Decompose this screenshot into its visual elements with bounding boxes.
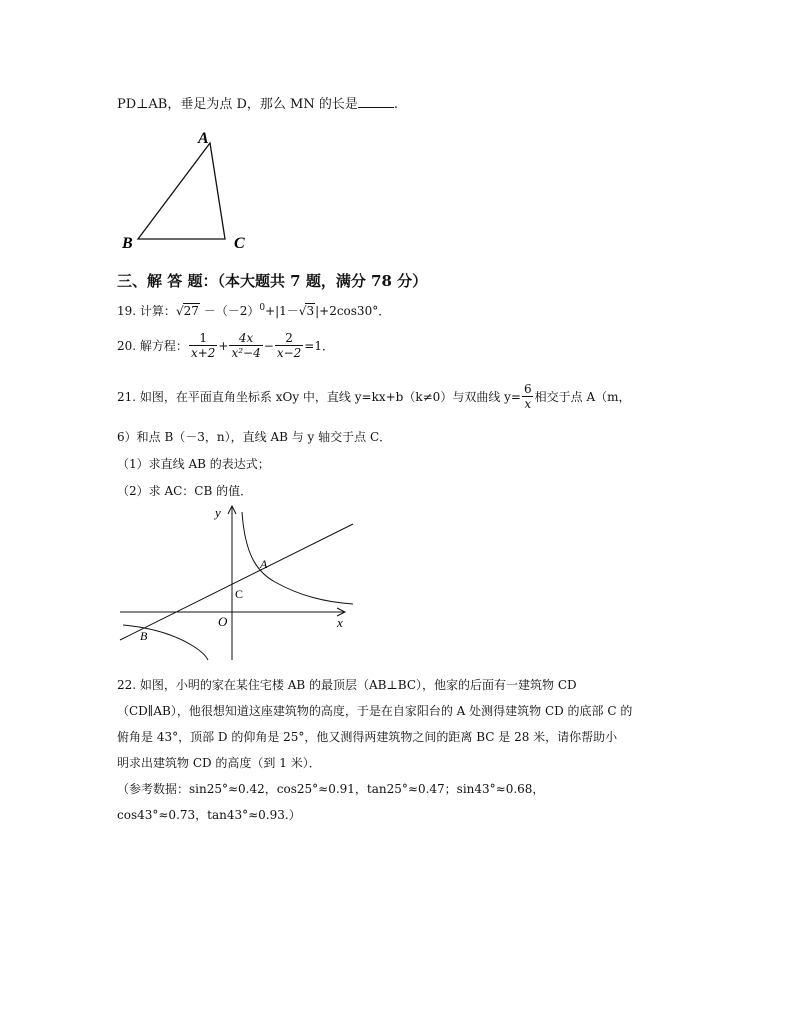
q21-text-1a: 如图，在平面直角坐标系 xOy 中，直线 y=kx+b（k≠0）与双曲线 y=: [139, 390, 521, 404]
triangle-figure: [115, 125, 265, 255]
line-ab: [120, 524, 353, 640]
triangle-abc: [138, 143, 225, 239]
q20: [117, 331, 334, 360]
q20-f3-denominator: x−2: [276, 346, 302, 360]
q19-part-4: |+2cos30°．: [315, 304, 391, 318]
q22-reference-1: （参考数据：sin25°≈0.42，cos25°≈0.91，tan25°≈0.47；sin43°≈0.68，: [117, 782, 545, 796]
q20-minus: −: [263, 338, 274, 353]
q22-line-3: 俯角是 43°，顶部 D 的仰角是 25°，他又测得两建筑物之间的距离 BC 是 28 米，请你帮助小: [117, 730, 618, 744]
q20-f3-numerator: 2: [285, 331, 293, 345]
q20-prefix: 解方程：: [139, 339, 188, 353]
q19-radicand-1: 27: [183, 304, 199, 318]
q20-fraction-1: [189, 331, 217, 360]
q21-frac-numerator: 6: [523, 382, 532, 396]
graph-label-y: y: [215, 505, 221, 520]
q19-radicand-2: 3: [306, 304, 315, 318]
q20-fraction-2: [229, 331, 262, 360]
hyperbola-branch-1: [242, 512, 353, 604]
q22-reference-2: cos43°≈0.73，tan43°≈0.93.）: [117, 808, 301, 822]
q21-line-1: [117, 382, 631, 411]
hyperbola-branch-2: [123, 625, 208, 660]
q22-line-4: 明求出建筑物 CD 的高度（到 1 米）．: [117, 756, 321, 770]
q20-fraction-3: [275, 331, 303, 360]
triangle-label-c: C: [234, 235, 245, 252]
q21-frac-denominator: x: [524, 397, 532, 411]
graph-label-b: B: [140, 629, 148, 643]
q20-f2-denominator: x²−4: [231, 346, 261, 360]
q22-line-2: （CD∥AB），他很想知道这座建筑物的高度，于是在自家阳台的 A 处测得建筑物 CD 的底部 C 的: [117, 704, 633, 718]
triangle-label-b: B: [122, 235, 133, 252]
q19-number: 19.: [117, 304, 137, 318]
q21-sub-1: （1）求直线 AB 的表达式；: [117, 457, 270, 471]
q18-text-end: .: [393, 97, 398, 112]
sqrt-symbol: √: [175, 304, 184, 318]
graph-label-a: A: [260, 557, 268, 571]
q19-exponent: 0: [259, 303, 266, 313]
q19: [117, 302, 390, 319]
q20-number: 20.: [117, 338, 137, 353]
q18-text: [117, 93, 398, 112]
section-3-title: 三、解 答 题：（本大题共 7 题，满分 78 分）: [117, 272, 428, 290]
q20-f1-numerator: 1: [199, 331, 207, 345]
q21-line-2: 6）和点 B（－3，n），直线 AB 与 y 轴交于点 C．: [117, 430, 392, 444]
q21-text-1b: 相交于点 A（m，: [534, 390, 631, 404]
sqrt-symbol: √: [298, 304, 307, 318]
q18-text-main: PD⊥AB，垂足为点 D，那么 MN 的长是: [117, 97, 358, 112]
q21-sub-2: （2）求 AC：CB 的值．: [117, 484, 253, 498]
q20-equals: =1．: [304, 339, 334, 353]
graph-label-c: C: [235, 587, 244, 601]
answer-blank[interactable]: [358, 97, 394, 108]
q19-part-2: －（－2）: [199, 304, 260, 318]
graph-label-x: x: [337, 615, 343, 630]
q20-f1-denominator: x+2: [190, 346, 216, 360]
q21-fraction: [522, 382, 534, 411]
q22-line-1: 22. 如图，小明的家在某住宅楼 AB 的最顶层（AB⊥BC），他家的后面有一建筑物 CD: [117, 678, 577, 692]
coordinate-graph: [115, 500, 365, 665]
triangle-label-a: A: [198, 130, 209, 147]
q20-plus: +: [218, 338, 229, 353]
q21-number: 21.: [117, 389, 137, 404]
graph-label-o: O: [218, 614, 228, 629]
q19-prefix: 计算：: [139, 304, 176, 318]
q20-f2-numerator: 4x: [238, 331, 254, 345]
q19-part-3: +|1－: [265, 304, 299, 318]
